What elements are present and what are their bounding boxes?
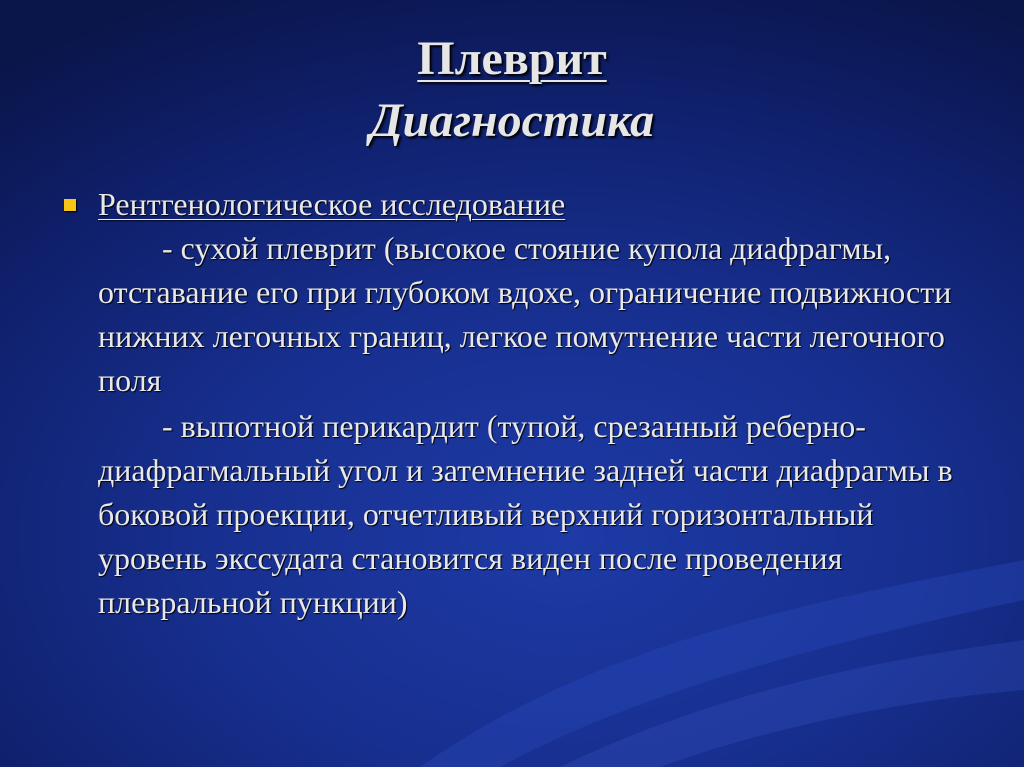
slide-content	[98, 182, 978, 624]
bullet-square-icon	[64, 199, 76, 211]
paragraph-effusive-pericarditis: - выпотной перикардит (тупой, срезанный реберно-диафрагмальный угол и затемнение задней части диафрагмы в боковой проекции, отчетливый верхний горизонтальный уровень экссудата становится виден после проведения плевральной пункции)	[98, 408, 953, 620]
paragraph-dry-pleurisy: - сухой плеврит (высокое стояние купола диафрагмы, отставание его при глубоком вдохе, ограничение подвижности нижних легочных границ, легкое помутнение части легочного поля	[98, 230, 952, 398]
slide-title: Плеврит	[417, 32, 607, 85]
bullet-item	[98, 182, 978, 226]
title-block	[0, 28, 1024, 152]
bullet-heading: Рентгенологическое исследование	[98, 186, 566, 222]
slide-subtitle: Диагностика	[369, 94, 655, 147]
